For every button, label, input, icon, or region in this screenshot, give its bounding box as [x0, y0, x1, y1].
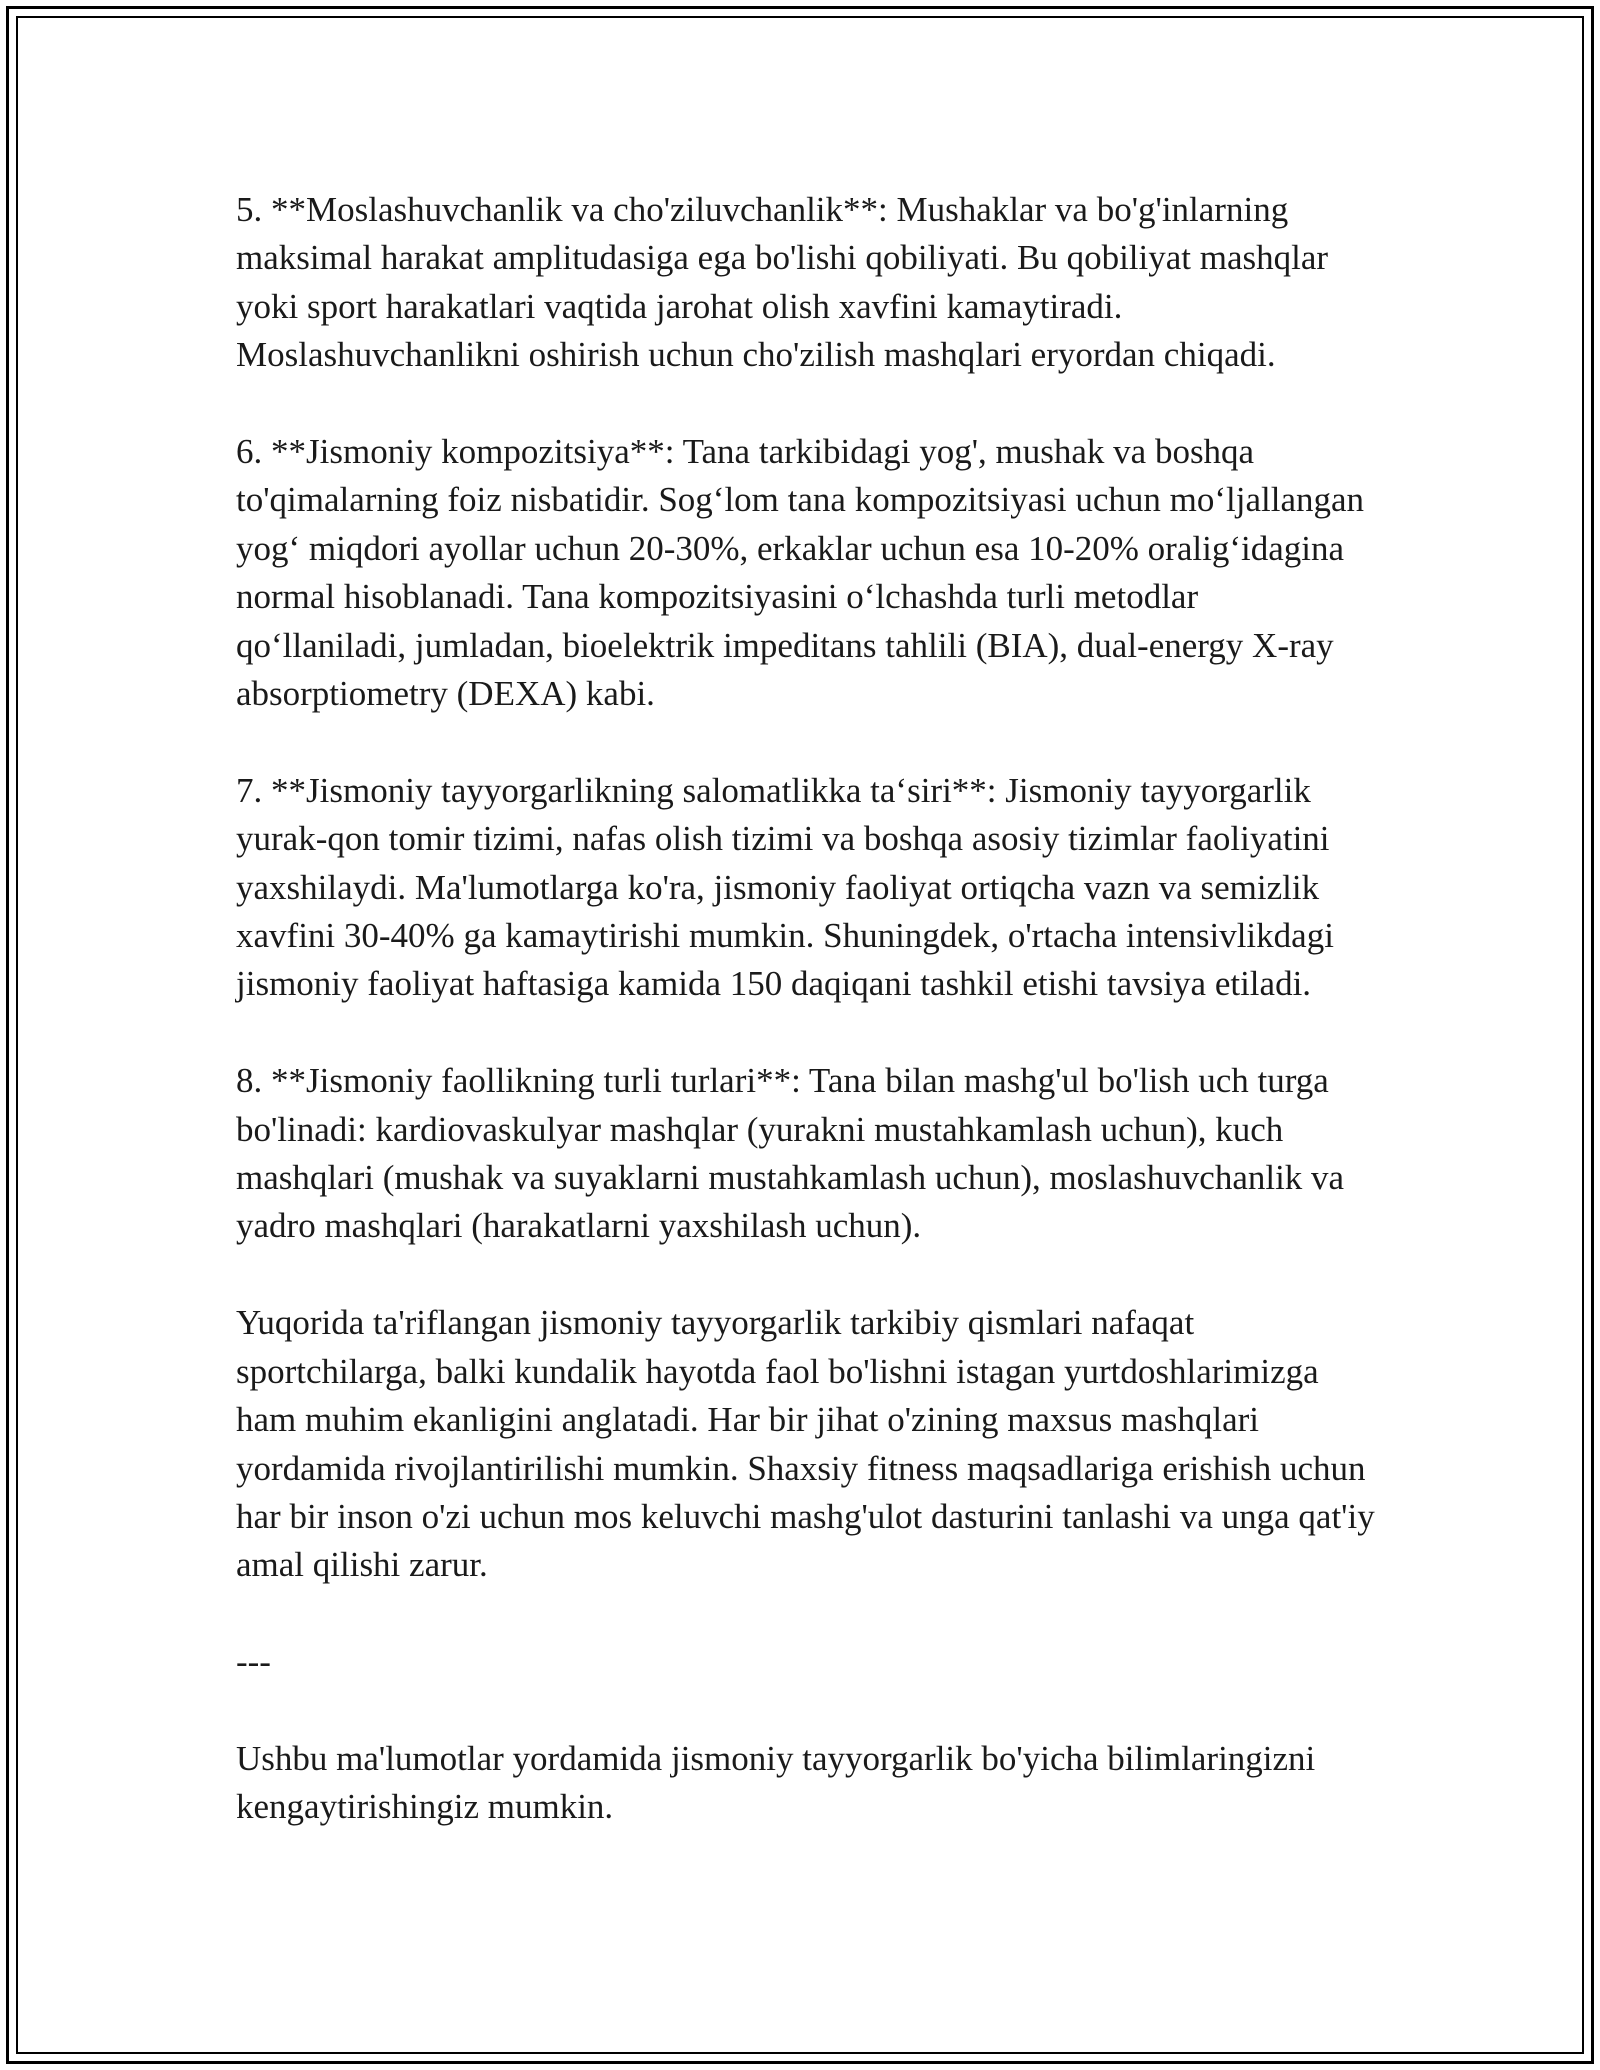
- document-body: [236, 186, 1376, 1832]
- paragraph-body-composition: 6. **Jismoniy kompozitsiya**: Tana tarkibidagi yog', mushak va boshqa to'qimalarning foiz nisbatidir. Sog‘lom tana kompozitsiyasi uchun mo‘ljallangan yog‘ miqdori ayollar uchun 20-30%, erkaklar uchun esa 10-20% oralig‘idagina normal hisoblanadi. Tana kompozitsiyasini o‘lchashda turli metodlar qo‘llaniladi, jumladan, bioelektrik impeditans tahlili (BIA), dual-energy X-ray absorptiometry (DEXA) kabi.: [236, 432, 1365, 714]
- paragraph-flexibility: 5. **Moslashuvchanlik va cho'ziluvchanlik**: Mushaklar va bo'g'inlarning maksimal harakat amplitudasiga ega bo'lishi qobiliyati. Bu qobiliyat mashqlar yoki sport harakatlari vaqtida jarohat olish xavfini kamaytiradi. Moslashuvchanlikni oshirish uchun cho'zilish mashqlari eryordan chiqadi.: [236, 190, 1329, 375]
- paragraph-closing: Ushbu ma'lumotlar yordamida jismoniy tayyorgarlik bo'yicha bilimlaringizni kengaytirishingiz mumkin.: [236, 1738, 1316, 1827]
- separator: ---: [236, 1642, 271, 1682]
- paragraph-activity-types: 8. **Jismoniy faollikning turli turlari**: Tana bilan mashg'ul bo'lish uch turga bo'linadi: kardiovaskulyar mashqlar (yurakni mustahkamlash uchun), kuch mashqlari (mushak va suyaklarni mustahkamlash uchun), moslashuvchanlik va yadro mashqlari (harakatlarni yaxshilash uchun).: [236, 1061, 1345, 1246]
- paragraph-summary: Yuqorida ta'riflangan jismoniy tayyorgarlik tarkibiy qismlari nafaqat sportchilarga, balki kundalik hayotda faol bo'lishni istagan yurtdoshlarimizga ham muhim ekanligini anglatadi. Har bir jihat o'zining maxsus mashqlari yordamida rivojlantirilishi mumkin. Shaxsiy fitness maqsadlariga erishish uchun har bir inson o'zi uchun mos keluvchi mashg'ulot dasturini tanlashi va unga qat'iy amal qilishi zarur.: [236, 1303, 1375, 1585]
- paragraph-health-impact: 7. **Jismoniy tayyorgarlikning salomatlikka ta‘siri**: Jismoniy tayyorgarlik yurak-qon tomir tizimi, nafas olish tizimi va boshqa asosiy tizimlar faoliyatini yaxshilaydi. Ma'lumotlarga ko'ra, jismoniy faoliyat ortiqcha vazn va semizlik xavfini 30-40% ga kamaytirishi mumkin. Shuningdek, o'rtacha intensivlikdagi jismoniy faoliyat haftasiga kamida 150 daqiqani tashkil etishi tavsiya etiladi.: [236, 770, 1334, 1004]
